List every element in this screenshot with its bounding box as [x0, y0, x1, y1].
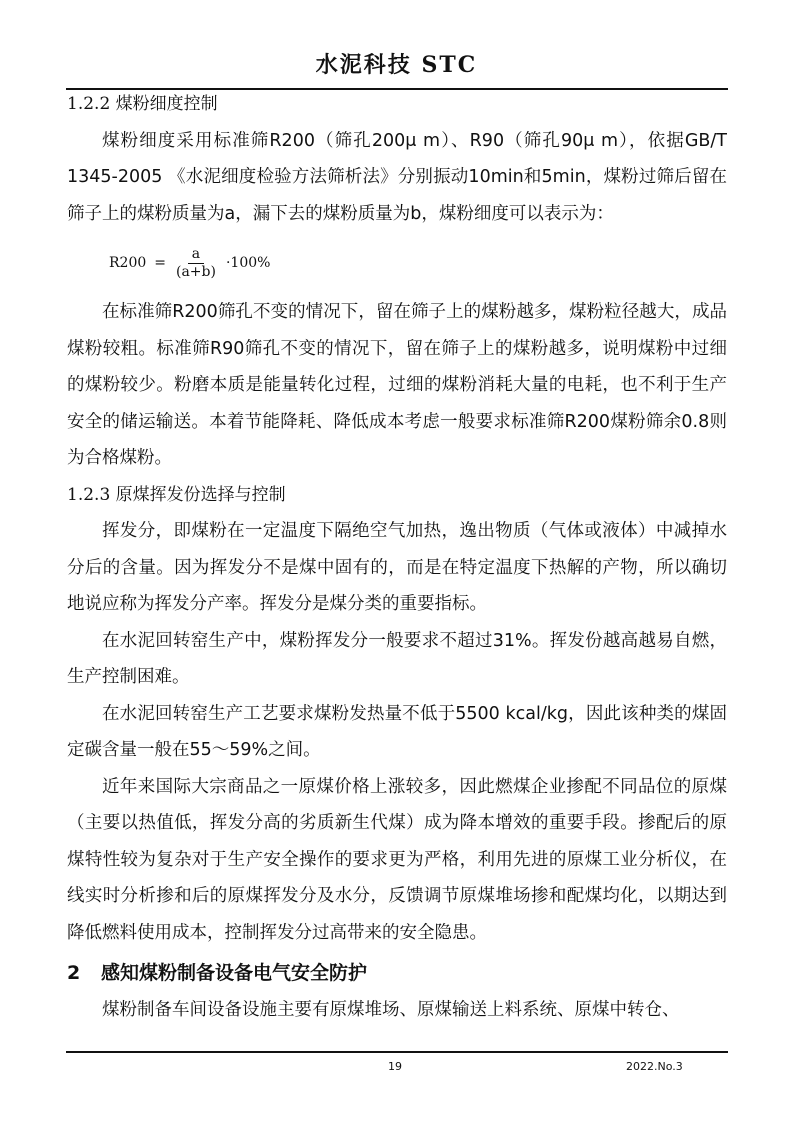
fineness-formula	[67, 232, 727, 294]
page-number: 19	[388, 1060, 402, 1073]
formula-equals: =	[154, 254, 166, 271]
formula-numerator: a	[188, 246, 204, 264]
journal-header-title: 水泥科技 STC	[315, 52, 478, 78]
paragraph: 挥发分，即煤粉在一定温度下隔绝空气加热，逸出物质（气体或液体）中减掉水分后的含量。因为挥发分不是煤中固有的，而是在特定温度下热解的产物，所以确切地说应称为挥发分产率。挥发分是煤分类的重要指标。	[67, 521, 727, 614]
article-body	[67, 86, 727, 1028]
footer-rule	[66, 1051, 728, 1053]
formula-fraction	[176, 246, 216, 281]
formula-tail: ·100%	[225, 254, 271, 271]
section-heading-1-2-3: 1.2.3 原煤挥发份选择与控制	[67, 484, 286, 505]
section-heading-2	[67, 955, 727, 992]
paragraph: 在标准筛R200筛孔不变的情况下，留在筛子上的煤粉越多，煤粉粒径越大，成品煤粉较粗。标准筛R90筛孔不变的情况下，留在筛子上的煤粉越多，说明煤粉中过细的煤粉较少。粉磨本质是能量转化过程，过细的煤粉消耗大量的电耗，也不利于生产安全的储运输送。本着节能降耗、降低成本考虑一般要求标准筛R200煤粉筛余0.8则为合格煤粉。	[67, 302, 727, 468]
section-title: 感知煤粉制备设备电气安全防护	[101, 962, 368, 984]
paragraph: 煤粉制备车间设备设施主要有原煤堆场、原煤输送上料系统、原煤中转仓、	[102, 999, 680, 1020]
issue-label: 2022.No.3	[626, 1060, 683, 1073]
section-heading-1-2-2: 1.2.2 煤粉细度控制	[67, 94, 218, 114]
paragraph: 近年来国际大宗商品之一原煤价格上涨较多，因此燃煤企业掺配不同品位的原煤（主要以热值低，挥发分高的劣质新生代煤）成为降本增效的重要手段。掺配后的原煤特性较为复杂对于生产安全操作的要求更为严格，利用先进的原煤工业分析仪，在线实时分析掺和后的原煤挥发分及水分，反馈调节原煤堆场掺和配煤均化，以期达到降低燃料使用成本，控制挥发分过高带来的安全隐患。	[67, 776, 727, 943]
paragraph: 煤粉细度采用标准筛R200（筛孔200μ m）、R90（筛孔90μ m），依据GB/T 1345-2005 《水泥细度检验方法筛析法》分别振动10min和5min，煤粉过筛后留在筛子上的煤粉质量为a，漏下去的煤粉质量为b，煤粉细度可以表示为：	[67, 130, 727, 224]
paragraph: 在水泥回转窑生产工艺要求煤粉发热量不低于5500 kcal/kg，因此该种类的煤固定碳含量一般在55～59%之间。	[67, 703, 727, 760]
formula-lhs: R200	[109, 254, 147, 271]
paragraph: 在水泥回转窑生产中，煤粉挥发分一般要求不超过31%。挥发份越高越易自燃，生产控制困难。	[67, 630, 727, 687]
section-number: 2	[67, 962, 81, 984]
formula-denominator: (a+b)	[176, 263, 216, 280]
